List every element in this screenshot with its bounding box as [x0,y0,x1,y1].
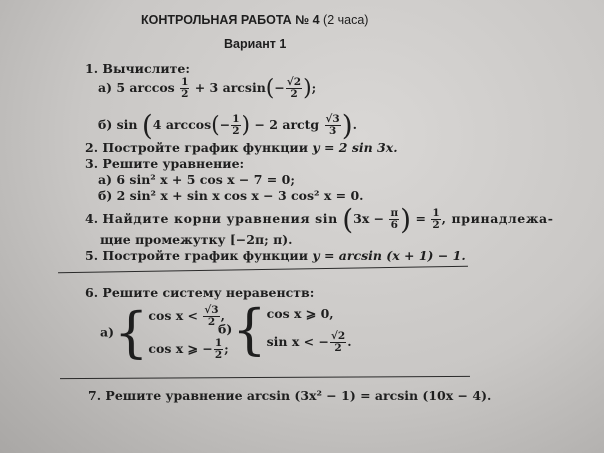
denominator: 2 [181,88,189,100]
numerator: √2 [286,76,302,88]
problem-number: 6. [85,285,99,300]
numerator: 1 [181,76,189,88]
inequality [148,305,228,328]
expr-text: = [415,211,426,226]
problem-number: 5. [85,248,99,263]
expr-text: 3x − [353,211,385,226]
problem-1-heading [85,61,190,76]
problem-3-heading [85,156,244,171]
fraction [286,77,302,100]
denominator: 2 [432,219,440,231]
fraction [180,77,189,100]
inequality [148,338,228,361]
problem-text: , принадлежа- [441,211,554,226]
problem-number: 2. [85,140,99,155]
problem-label: Решите уравнение: [102,156,245,171]
punct: . [352,117,358,132]
problem-label: Вычислите: [102,61,190,76]
numerator: 1 [432,207,440,219]
expr-text: б) sin [98,117,138,132]
problem-4: 4. Найдите корни уравнения sin (3x − $\frac{\pi}{6}$ ) = $\frac{1}{2}$ , принадлежа- [85,203,554,236]
document-title [141,13,368,27]
problem-2 [85,140,398,155]
numerator: 1 [232,113,240,125]
problem-number: 4. [85,211,99,226]
punct: . [347,334,352,349]
punct: , [220,308,225,323]
variant-heading: Вариант 1 [224,37,287,51]
problem-1a: а) 5 arccos $\frac{1}{2}$ + 3 arcsin(− $\frac{√2}{2}$ ); [98,76,317,101]
fraction [325,114,341,137]
numerator: π [390,207,399,219]
problem-3a: а) 6 sin² x + 5 cos x − 7 = 0; [98,172,295,187]
denominator: 2 [290,88,298,100]
expr-text: а) 5 arccos [98,80,175,95]
problem-text: Найдите корни уравнения sin [102,211,338,226]
problem-3b: б) 2 sin² x + sin x cos x − 3 cos² x = 0. [98,188,364,203]
fraction [231,114,240,137]
denominator: 3 [328,125,337,137]
sign: − [219,117,231,132]
denominator: 2 [214,349,223,361]
problem-number: 1. [85,61,99,76]
expr-text: y = 2 sin 3x. [312,140,398,155]
part-label: б) [218,321,233,337]
problem-6a: а){ cos x < $\frac{√3}{2}$ , cos x ⩾ − $\frac{1}{2}$ ; [100,301,229,364]
problem-7 [88,388,491,403]
divider-line [60,376,470,380]
title-text: КОНТРОЛЬНАЯ РАБОТА № 4 [141,13,320,27]
title-duration: (2 часа) [323,13,369,27]
inequality: cos x ⩾ 0, [266,306,334,321]
problem-label: Решите систему неравенств: [102,285,315,300]
expr-text: y = arcsin (x + 1) − 1. [312,248,466,263]
fraction [431,208,440,231]
numerator: 1 [214,337,223,349]
problem-5 [85,248,466,263]
expr-text: cos x < [148,308,198,323]
numerator: √2 [330,330,346,342]
expr-text: − 2 arctg [254,117,320,132]
punct: ; [224,341,229,356]
problem-number: 3. [85,156,99,171]
expr-text: + 3 arcsin [194,80,266,95]
problem-text: Постройте график функции [102,248,308,263]
denominator: 6 [390,219,398,231]
problem-1b: б) sin (4 arccos(− $\frac{1}{2}$ ) − 2 arctg $\frac{√3}{3}$ ). [98,109,358,142]
denominator: 2 [334,342,342,354]
sign: − [274,80,285,95]
divider-line [58,266,468,274]
denominator: 2 [232,125,240,137]
problem-number: 7. [88,388,102,403]
expr-text: sin x < − [266,334,329,349]
numerator: √3 [325,113,340,125]
expr-text: 4 arccos [152,117,212,132]
fraction [330,331,346,354]
problem-text: Решите уравнение arcsin (3x² − 1) = arcsin (10x − 4). [105,388,492,403]
fraction [389,208,399,231]
part-label: а) [100,324,115,340]
problem-6b: б){ cos x ⩾ 0, sin x < − $\frac{√2}{2}$ . [218,298,352,361]
inequality [267,331,352,354]
denominator: 2 [207,316,216,328]
punct: ; [311,80,317,95]
problem-4-cont: щие промежутку [−2π; π). [100,232,293,247]
problem-6-heading [85,285,314,300]
numerator: √3 [204,304,219,316]
expr-text: cos x ⩾ − [148,341,213,356]
problem-text: Постройте график функции [102,140,308,155]
